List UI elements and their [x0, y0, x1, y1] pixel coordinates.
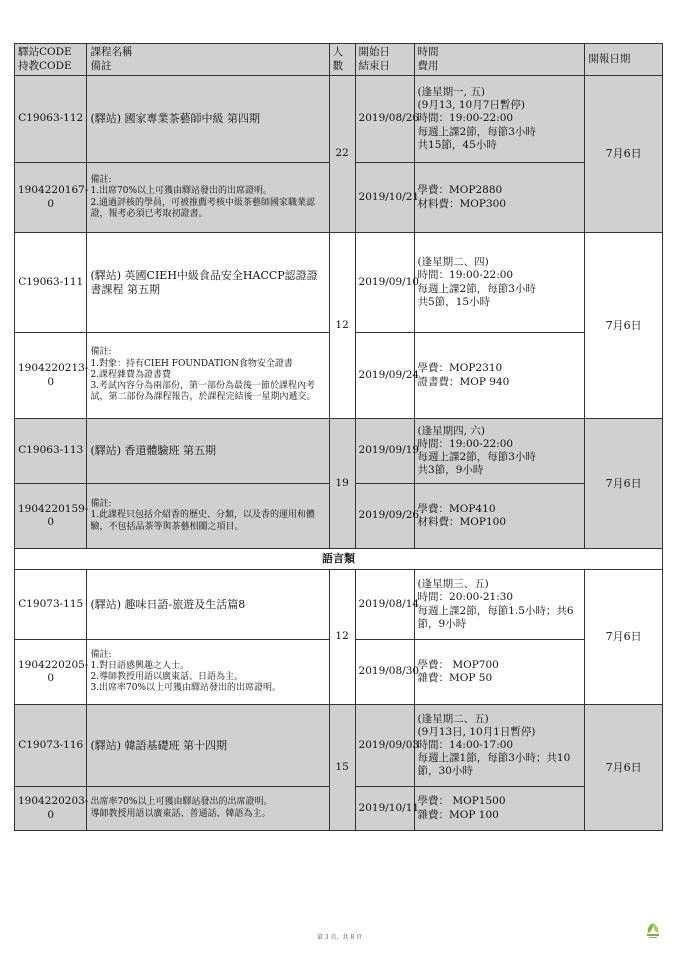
- fees: 學費： MOP1500 雜費：MOP 100: [414, 787, 585, 831]
- table-row: [15, 76, 663, 163]
- training-code: 1904220167-0: [15, 163, 87, 233]
- course-name: (驛站) 香道體驗班 第五期: [87, 419, 329, 484]
- section-row: [15, 549, 663, 570]
- report-date: 7月6日: [585, 705, 663, 831]
- fees: 學費： MOP700 雜費：MOP 50: [414, 640, 585, 705]
- enrolment-count: 22: [329, 76, 355, 233]
- end-date: 2019/10/21: [355, 163, 414, 233]
- schedule: (逢星期二、五) (9月13日, 10月1日暫停) 時間：14:00-17:00 每週上課1節，每節3小時；共10節，30小時: [414, 705, 585, 787]
- start-date: 2019/09/19: [355, 419, 414, 484]
- page-number: 第 3 頁，共 8 頁: [316, 934, 363, 941]
- schedule: (逢星期三、五) 時間：20:00-21:30 每週上課2節，每節1.5小時；共6節，9小時: [414, 570, 585, 640]
- course-table: [14, 43, 663, 831]
- training-code: 1904220203-0: [15, 787, 87, 831]
- start-date: 2019/09/10: [355, 233, 414, 333]
- training-code: 1904220205-0: [15, 640, 87, 705]
- schedule: (逢星期一, 五) (9月13, 10月7日暫停) 時間：19:00-22:00 每週上課2節，每節3小時 共15節，45小時: [414, 76, 585, 163]
- end-date: 2019/10/11: [355, 787, 414, 831]
- header-code: 驛站CODE 持教CODE: [15, 44, 87, 76]
- course-code: C19073-115: [15, 570, 87, 640]
- course-note: 備註: 1.出席70%以上可獲由驛站發出的出席證明。 2.通過評核的學員，可被推薦考核中級茶藝師國家職業認證，報考必須已考取初證書。: [87, 163, 329, 233]
- course-note: 備註: 1.對日語感興趣之人士。 2.導師教授用語以廣東話、日語為主。 3.出席率70%以上可獲由驛站發出的出席證明。: [87, 640, 329, 705]
- report-date: 7月6日: [585, 570, 663, 705]
- report-date: 7月6日: [585, 419, 663, 549]
- report-date: 7月6日: [585, 233, 663, 419]
- course-code: C19063-111: [15, 233, 87, 333]
- fees: 學費：MOP410 材料費：MOP100: [414, 484, 585, 549]
- logo-icon: [643, 921, 663, 939]
- course-name: (驛站) 國家專業茶藝師中級 第四期: [87, 76, 329, 163]
- header-count: 人數: [329, 44, 355, 76]
- header-course-name: 課程名稱 備註: [87, 44, 329, 76]
- end-date: 2019/08/30: [355, 640, 414, 705]
- table-row: [15, 419, 663, 484]
- enrolment-count: 15: [329, 705, 355, 831]
- course-code: C19073-116: [15, 705, 87, 787]
- course-code: C19063-113: [15, 419, 87, 484]
- end-date: 2019/09/26: [355, 484, 414, 549]
- course-note: 備註: 1.此課程只包括介紹香的歷史、分類，以及香的運用和體驗，不包括品茶等與茶藝相關之項目。: [87, 484, 329, 549]
- table-row: [15, 233, 663, 333]
- course-name: (驛站) 韓語基礎班 第十四期: [87, 705, 329, 787]
- end-date: 2019/09/24: [355, 333, 414, 419]
- course-note: 備註: 1.對象：持有CIEH FOUNDATION食物安全證書 2.課程雜費為證書費 3.考試內容分為兩部份，第一部份為最後一節於課程內考試，第二部份為課程報告，於課程完結後一星期內遞交。: [87, 333, 329, 419]
- table-header-row: [15, 44, 663, 76]
- start-date: 2019/09/03: [355, 705, 414, 787]
- table-row: [15, 570, 663, 640]
- fees: 學費：MOP2310 證書費：MOP 940: [414, 333, 585, 419]
- course-code: C19063-112: [15, 76, 87, 163]
- course-name: (驛站) 英國CIEH中級食品安全HACCP認證證書課程 第五期: [87, 233, 329, 333]
- header-dates: 開始日 結束日: [355, 44, 414, 76]
- header-report-date: 開報日期: [585, 44, 663, 76]
- course-name: (驛站) 趣味日語-旅遊及生活篇8: [87, 570, 329, 640]
- enrolment-count: 19: [329, 419, 355, 549]
- schedule: (逢星期二、四) 時間：19:00-22:00 每週上課2節，每節3小時 共5節，15小時: [414, 233, 585, 333]
- table-row: [15, 705, 663, 787]
- training-code: 1904220213-0: [15, 333, 87, 419]
- start-date: 2019/08/26: [355, 76, 414, 163]
- start-date: 2019/08/14: [355, 570, 414, 640]
- schedule: (逢星期四, 六) 時間：19:00-22:00 每週上課2節，每節3小時 共3節，9小時: [414, 419, 585, 484]
- header-time-fee: 時間 費用: [414, 44, 585, 76]
- enrolment-count: 12: [329, 233, 355, 419]
- enrolment-count: 12: [329, 570, 355, 705]
- course-note: 出席率70%以上可獲由驛站發出的出席證明。 導師教授用語以廣東話、普通話、韓語為主。: [87, 787, 329, 831]
- fees: 學費：MOP2880 材料費：MOP300: [414, 163, 585, 233]
- report-date: 7月6日: [585, 76, 663, 233]
- section-title: 語言類: [15, 549, 663, 570]
- training-code: 1904220159-0: [15, 484, 87, 549]
